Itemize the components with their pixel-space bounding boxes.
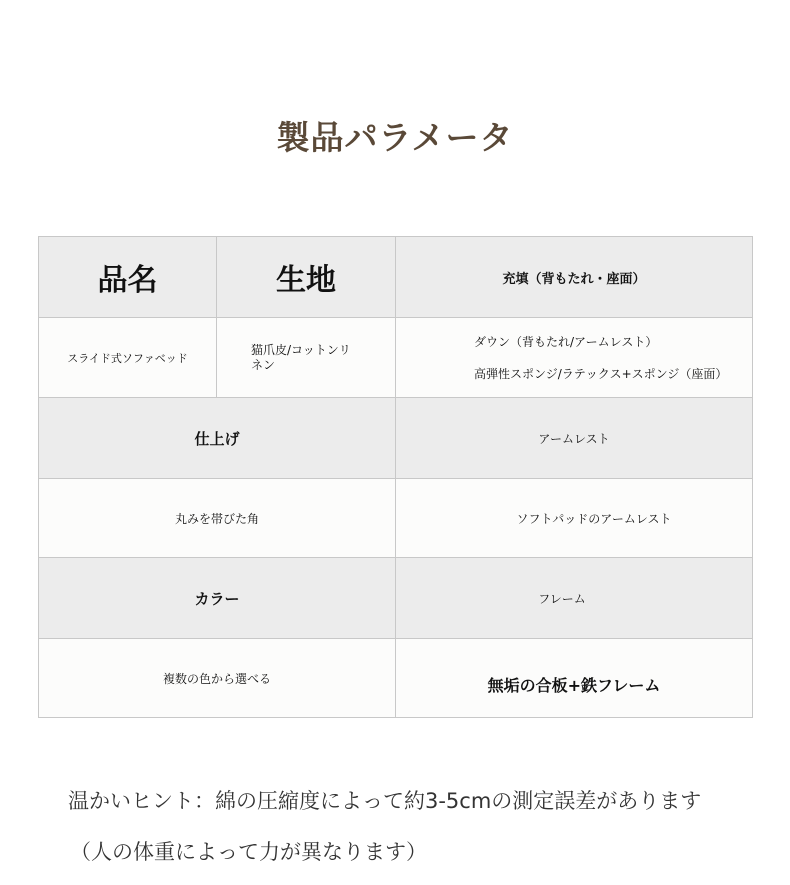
table-row-header: [39, 237, 753, 318]
filling-line-2: 高弾性スポンジ/ラテックス+スポンジ（座面）: [474, 366, 728, 381]
notice-line-2: （人の体重によって力が異なります）: [70, 840, 427, 864]
finish-value-cell: 丸みを帯びた角: [39, 479, 396, 558]
finish-label-cell: 仕上げ: [39, 398, 396, 479]
name-label-cell: 品名: [39, 237, 217, 318]
fabric-value-cell: 猫爪皮/コットンリネン: [217, 318, 396, 398]
table-row-finish-labels: [39, 398, 753, 479]
page-title: 製品パラメータ: [276, 118, 514, 157]
color-value-cell: 複数の色から選べる: [39, 639, 396, 718]
filling-label-cell: 充填（背もたれ・座面）: [396, 237, 753, 318]
fabric-label-cell: 生地: [217, 237, 396, 318]
armrest-label-cell: アームレスト: [396, 398, 753, 479]
filling-line-1: ダウン（背もたれ/アームレスト）: [474, 334, 658, 349]
table-row-color-values: [39, 639, 753, 718]
frame-label-cell: フレーム: [396, 558, 753, 639]
product-parameter-table: [38, 236, 753, 718]
armrest-value-cell: ソフトパッドのアームレスト: [396, 479, 753, 558]
filling-value-cell: [396, 318, 753, 398]
table-row-color-labels: [39, 558, 753, 639]
color-label-cell: カラー: [39, 558, 396, 639]
table-row-product: [39, 318, 753, 398]
product-name-cell: スライド式ソファベッド: [39, 318, 217, 398]
notice-line-1: 温かいヒント：綿の圧縮度によって約3-5cmの測定誤差があります: [68, 789, 702, 813]
frame-value-cell: 無垢の合板+鉄フレーム: [396, 639, 753, 718]
table-row-finish-values: [39, 479, 753, 558]
filling-line-gap: [474, 351, 752, 365]
